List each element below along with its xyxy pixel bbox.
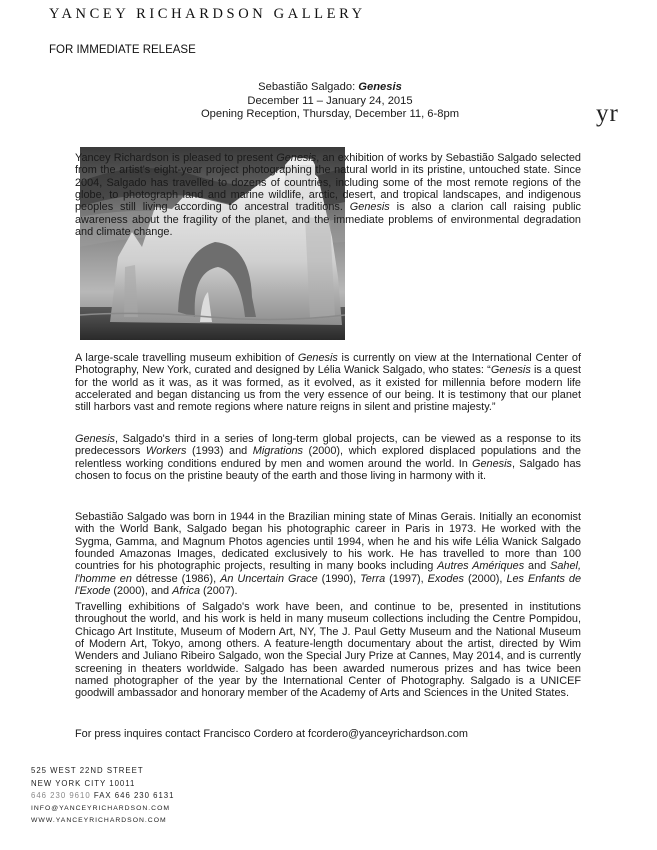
title-run: Africa <box>172 585 200 598</box>
title-run: Autres Amériques <box>437 560 525 573</box>
biography-paragraph <box>75 511 581 597</box>
title-run: Genesis <box>490 364 531 377</box>
text-run: (1990), <box>317 572 361 585</box>
phone-fax-line <box>31 790 174 803</box>
text-run: (2000), <box>463 572 507 585</box>
exhibition-dates: December 11 – January 24, 2015 <box>247 94 413 107</box>
gallery-logo: yr <box>596 100 619 127</box>
fax-label: FAX <box>93 791 112 801</box>
title-run: An Uncertain Grace <box>220 572 318 585</box>
title-run: Sahel, l'homme en <box>75 560 581 585</box>
text-run: and <box>524 560 551 573</box>
fax-number: 646 230 6131 <box>114 791 175 801</box>
title-run: Migrations <box>252 445 304 458</box>
intro-paragraph <box>75 152 581 238</box>
text-run: is a quest for the world as it was, as it was formed, as it evolved, as it existed for millennia before modern life accelerated and began distancing us from the very essence of our being. It is testimony that our planet still harbors vast and remote regions where nature reigns in silent and pristine majesty.” <box>75 364 581 414</box>
title-run: Genesis <box>276 152 317 164</box>
exhibitions-paragraph: Travelling exhibitions of Salgado's work have been, and continue to be, presented in institutions throughout the world, and his work is held in many museum collections including the Centre Pompidou, Chicago Art Institute, Museum of Modern Art, NY, The J. Paul Getty Museum and the National Museum of Modern Art, Tokyo, among others. A feature-length documentary about the artist, directed by Wim Wenders and Juliano Ribeiro Salgado, won the Special Jury Prize at Cannes, May 2014, and is currently screening in theaters worldwide. Salgado has been awarded numerous prizes and has twice been named photographer of the year by the International Center of Photography. Salgado is a UNICEF goodwill ambassador and honorary member of the Academy of Arts and Sciences in the United States. <box>75 601 581 700</box>
gallery-name: YANCEY RICHARDSON GALLERY <box>49 6 366 22</box>
press-contact <box>75 728 468 740</box>
press-email-link[interactable]: fcordero@yanceyrichardson.com <box>308 728 469 740</box>
gallery-website[interactable]: WWW.YANCEYRICHARDSON.COM <box>31 817 167 825</box>
text-run: , Salgado has chosen to focus on the pristine beauty of the earth and those living in harmony with it. <box>75 457 581 483</box>
title-run: Workers <box>145 445 187 458</box>
text-run: is currently on view at the International Center of Photography, New York, curated and designed by Lélia Wanick Salgado, who states: “ <box>75 352 581 377</box>
title-run: Genesis <box>472 457 512 470</box>
text-run: (2000), which explored displaced populations and the relentless working conditions endured by men and women around the world. In <box>75 445 581 470</box>
street-address: 525 WEST 22ND STREET <box>31 766 144 775</box>
opening-reception: Opening Reception, Thursday, December 11, 6-8pm <box>200 108 460 120</box>
title-run: Terra <box>360 572 386 585</box>
phone-number: 646 230 9610 <box>31 791 91 801</box>
museum-exhibition-paragraph <box>75 352 581 414</box>
text-run: (1993) and <box>186 445 253 458</box>
text-run: Yancey Richardson is pleased to present <box>75 152 277 164</box>
text-run: , an exhibition of works by Sebastião Salgado selected from the artist's eight-year project photographing the natural world in its pristine, untouched state. Since 2004, Salgado has travelled to dozens of countries, including some of the most remote regions of the globe, to photograph land and marine wildlife, arctic, desert, and tropical landscapes, and indigenous peoples still living according to ancestral traditions. <box>75 152 581 214</box>
projects-paragraph <box>75 433 581 482</box>
title-run: Genesis <box>75 433 115 445</box>
text-run: (1997), <box>385 572 428 585</box>
text-run: Sebastião Salgado was born in 1944 in the Brazilian mining state of Minas Gerais. Initially an economist with the World Bank, Salgado began his photographic career in Paris in 1973. He worked with the Sygma, Gamma, and Magnum Photos agencies until 1994, when he and his wife Lélia Wanick Salgado founded Amazonas Images, dedicated exclusively to his work. He has travelled to more than 100 countries for his photographic projects, resulting in many books including <box>75 511 581 573</box>
text-run: (2007). <box>200 585 238 598</box>
exhibition-title-line <box>170 81 490 95</box>
title-run: Genesis <box>349 201 390 214</box>
exhibition-title: Genesis <box>358 81 402 93</box>
title-run: Les Enfants de l'Exode <box>75 572 581 598</box>
gallery-address-block <box>31 765 174 828</box>
text-run: is also a clarion call raising public awareness about the fragility of the planet, and the immediate problems of environmental degradation and climate change. <box>75 201 581 239</box>
gallery-email[interactable]: INFO@YANCEYRICHARDSON.COM <box>31 804 171 812</box>
title-run: Genesis <box>297 352 338 364</box>
title-run: Exodes <box>427 572 464 585</box>
press-contact-text: For press inquires contact Francisco Cordero at <box>75 728 309 740</box>
release-label: FOR IMMEDIATE RELEASE <box>49 44 196 56</box>
exhibition-header <box>170 81 490 122</box>
text-run: détresse (1986), <box>131 572 221 585</box>
text-run: A large-scale travelling museum exhibition of <box>75 352 298 364</box>
text-run: (2000), and <box>110 585 173 598</box>
city-address: NEW YORK CITY 10011 <box>31 778 136 788</box>
text-run: , Salgado's third in a series of long-term global projects, can be viewed as a response to its predecessors <box>75 433 581 458</box>
artist-name: Sebastião Salgado: <box>258 81 356 93</box>
